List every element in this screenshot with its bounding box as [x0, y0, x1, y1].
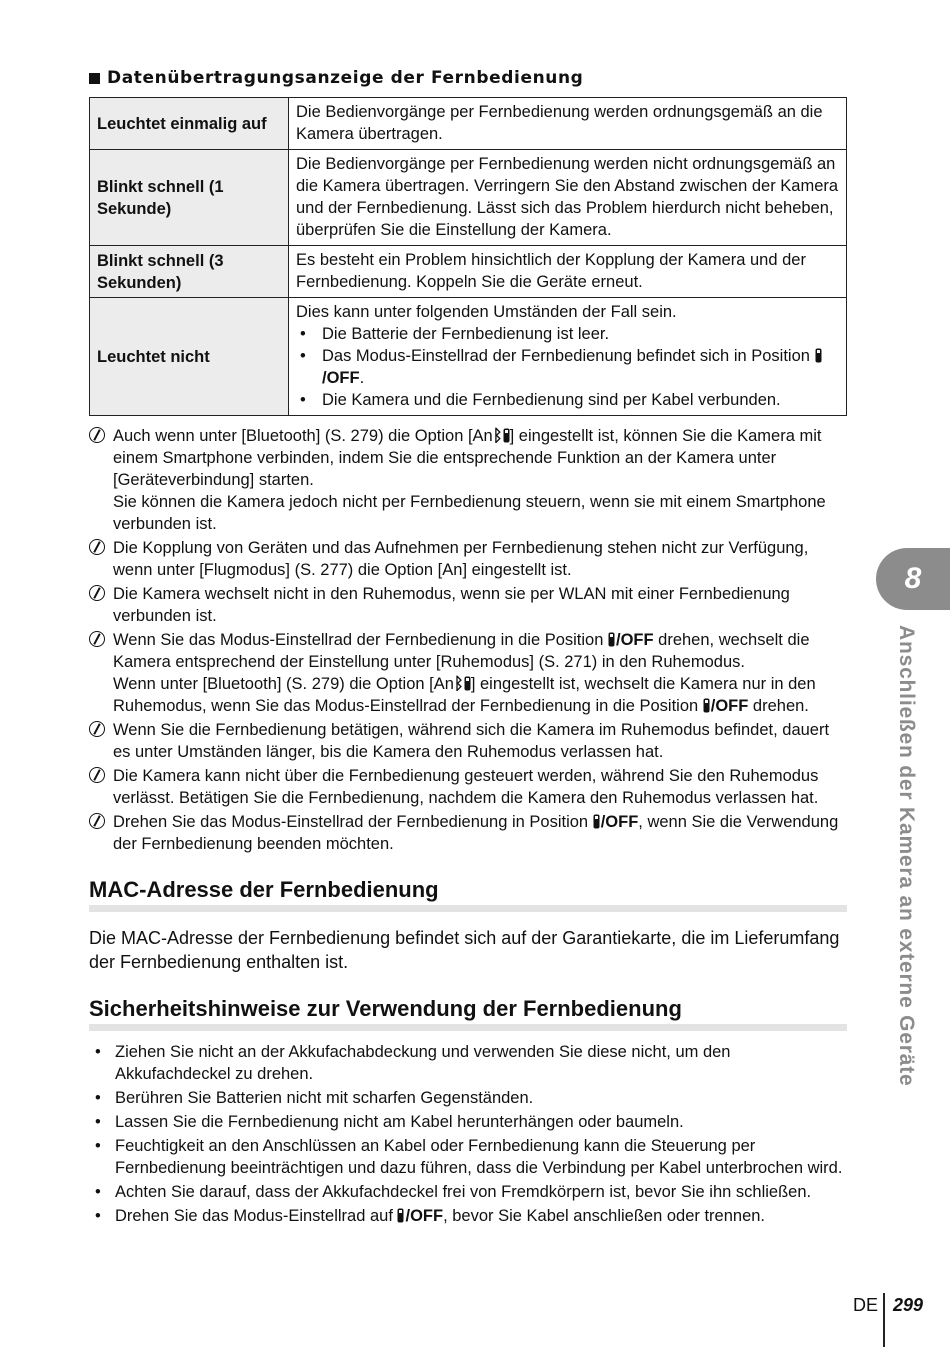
language-label: DE: [853, 1295, 879, 1315]
note-pencil-icon: [89, 631, 105, 647]
list-item: • Drehen Sie das Modus-Einstellrad auf /OFF, bevor Sie Kabel anschließen oder trennen.: [95, 1207, 766, 1225]
page-number: 299: [893, 1295, 924, 1315]
mac-text: Die MAC-Adresse der Fernbedienung befindet sich auf der Garantiekarte, die im Lieferumfang der Fernbedienung enthalten ist.: [89, 928, 840, 972]
footer-divider: [883, 1293, 885, 1347]
note-pencil-icon: [89, 585, 105, 601]
section-heading: Datenübertragungsanzeige der Fernbedienung: [89, 68, 847, 88]
bluetooth-remote-icon: ᛒ: [454, 675, 471, 693]
status-table: [89, 97, 847, 416]
remote-off-icon: /OFF: [322, 347, 823, 387]
table-row: [90, 298, 847, 416]
status-label: Leuchtet nicht: [90, 298, 289, 416]
chapter-title: Anschließen der Kamera an externe Geräte: [895, 625, 918, 1087]
note-item: Die Kopplung von Geräten und das Aufnehmen per Fernbedienung stehen nicht zur Verfügung, wenn unter [Flugmodus] (S. 277) die Option [An] eingestellt ist.: [89, 537, 847, 581]
table-row: [90, 98, 847, 150]
note-item: Drehen Sie das Modus-Einstellrad der Fernbedienung in Position /OFF, wenn Sie die Verwendung der Fernbedienung beenden möchten.: [89, 811, 847, 855]
table-row: [90, 150, 847, 246]
page-footer: [840, 1293, 924, 1323]
list-item: • Berühren Sie Batterien nicht mit scharfen Gegenständen.: [95, 1089, 534, 1107]
note-pencil-icon: [89, 427, 105, 443]
remote-off-icon: /OFF: [593, 813, 639, 831]
status-description: Die Bedienvorgänge per Fernbedienung werden nicht ordnungsgemäß an die Kamera übertragen. Verringern Sie den Abstand zwischen der Kamera und der Fernbedienung. Lässt sich das Problem hierdurch nicht beheben, überprüfen Sie die Einstellung der Kamera.: [289, 150, 847, 246]
note-item: Auch wenn unter [Bluetooth] (S. 279) die Option [Anᛒ ] eingestellt ist, können Sie die Kamera mit einem Smartphone verbinden, indem Sie die entsprechende Funktion an der Kamera unter [Geräteverbindung] starten. Sie können die Kamera jedoch nicht per Fernbedienung steuern, wenn sie mit einem Smartphone verbunden ist.: [89, 425, 847, 535]
note-pencil-icon: [89, 539, 105, 555]
note-item: Die Kamera wechselt nicht in den Ruhemodus, wenn sie per WLAN mit einer Fernbedienung verbunden ist.: [89, 583, 847, 627]
page-content: [89, 68, 847, 1229]
status-description: Die Bedienvorgänge per Fernbedienung werden ordnungsgemäß an die Kamera übertragen.: [289, 98, 847, 150]
bluetooth-remote-icon: ᛒ: [493, 427, 510, 445]
list-item: • Das Modus-Einstellrad der Fernbedienung befindet sich in Position /OFF.: [296, 345, 839, 389]
remote-off-icon: /OFF: [397, 1207, 443, 1225]
remote-off-icon: /OFF: [608, 631, 654, 649]
list-item: • Die Kamera und die Fernbedienung sind per Kabel verbunden.: [300, 391, 781, 409]
square-bullet-icon: [89, 73, 100, 84]
chapter-tab: 8: [876, 548, 950, 610]
list-item: • Ziehen Sie nicht an der Akkufachabdeckung und verwenden Sie diese nicht, um den Akkufachdeckel zu drehen.: [95, 1043, 731, 1083]
list-item: • Achten Sie darauf, dass der Akkufachdeckel frei von Fremdkörpern ist, bevor Sie ihn schließen.: [95, 1183, 812, 1201]
status-label: Leuchtet einmalig auf: [90, 98, 289, 150]
note-item: Wenn Sie die Fernbedienung betätigen, während sich die Kamera im Ruhemodus befindet, dauert es unter Umständen länger, bis die Kamera den Ruhemodus verlassen hat.: [89, 719, 847, 763]
mac-heading: MAC-Adresse der Fernbedienung: [89, 877, 847, 912]
note-pencil-icon: [89, 767, 105, 783]
table-row: [90, 246, 847, 298]
status-intro: Dies kann unter folgenden Umständen der Fall sein.: [296, 303, 677, 321]
notes-list: [89, 425, 847, 855]
safety-list: [89, 1041, 847, 1227]
note-item: Wenn Sie das Modus-Einstellrad der Fernbedienung in die Position /OFF drehen, wechselt die Kamera entsprechend der Einstellung unter [Ruhemodus] (S. 271) in den Ruhemodus. Wenn unter [Bluetooth] (S. 279) die Option [Anᛒ ] eingestellt ist, wechselt die Kamera nur in den Ruhemodus, wenn Sie das Modus-Einstellrad der Fernbedienung in die Position /OFF drehen.: [89, 629, 847, 717]
list-item: • Feuchtigkeit an den Anschlüssen an Kabel oder Fernbedienung kann die Steuerung per Fernbedienung beeinträchtigen und dazu führen, dass die Verbindung per Kabel unterbrochen wird.: [95, 1137, 843, 1177]
note-pencil-icon: [89, 813, 105, 829]
status-description: Es besteht ein Problem hinsichtlich der Kopplung der Kamera und der Fernbedienung. Koppeln Sie die Geräte erneut.: [289, 246, 847, 298]
list-item: • Die Batterie der Fernbedienung ist leer.: [300, 325, 610, 343]
remote-off-icon: /OFF: [703, 697, 749, 715]
list-item: • Lassen Sie die Fernbedienung nicht am Kabel herunterhängen oder baumeln.: [95, 1113, 684, 1131]
note-item: Die Kamera kann nicht über die Fernbedienung gesteuert werden, während Sie den Ruhemodus verlässt. Betätigen Sie die Fernbedienung, nachdem die Kamera den Ruhemodus verlassen hat.: [89, 765, 847, 809]
status-label: Blinkt schnell (3 Sekunden): [90, 246, 289, 298]
note-pencil-icon: [89, 721, 105, 737]
safety-heading: Sicherheitshinweise zur Verwendung der Fernbedienung: [89, 996, 847, 1031]
status-label: Blinkt schnell (1 Sekunde): [90, 150, 289, 246]
status-description: [289, 298, 847, 416]
